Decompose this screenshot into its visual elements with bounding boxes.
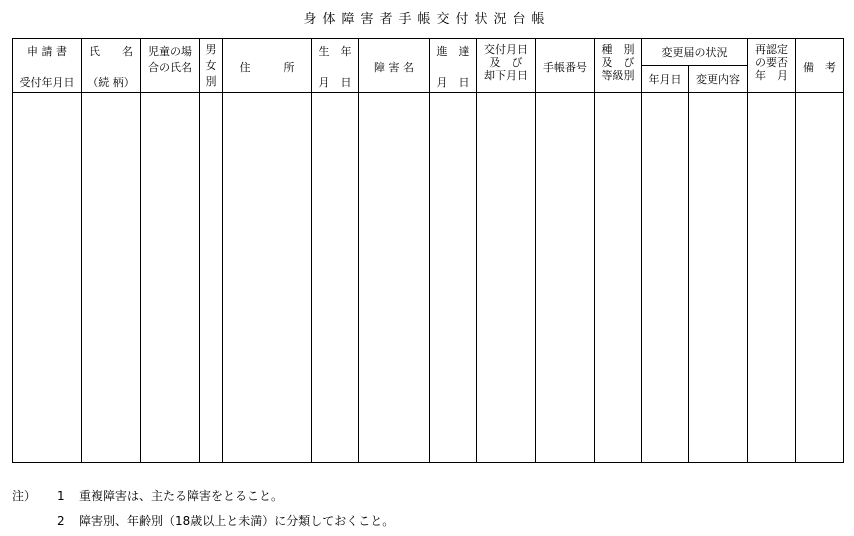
data-cell[interactable] [200,93,223,463]
data-cell[interactable] [536,93,595,463]
data-cell[interactable] [82,93,141,463]
data-cell[interactable] [223,93,312,463]
header-change-status: 変更届の状況 [642,39,748,66]
header-change-content: 変更内容 [689,66,748,93]
notes-prefix: 注） [12,489,37,503]
data-cell[interactable] [689,93,748,463]
data-cell[interactable] [748,93,796,463]
header-row [13,39,844,66]
header-issue-date: 交付月日 及 び 却下月日 [477,39,536,93]
header-change-date: 年月日 [642,66,689,93]
data-cell[interactable] [430,93,477,463]
data-cell[interactable] [312,93,359,463]
note-item: 注） 1 重複障害は、主たる障害をとること。 [12,484,394,509]
header-gender: 男 女 別 [200,39,223,93]
header-birthdate: 生 年 月 日 [312,39,359,93]
ledger-table [12,38,844,463]
data-cell[interactable] [595,93,642,463]
header-forward-date: 進 達 月 日 [430,39,477,93]
table-row [13,93,844,463]
header-recertification: 再認定 の要否 年 月 [748,39,796,93]
data-cell[interactable] [477,93,536,463]
header-address: 住 所 [223,39,312,93]
header-disability-name: 障 害 名 [359,39,430,93]
header-handbook-number: 手帳番号 [536,39,595,93]
header-type-grade: 種 別 及 び 等級別 [595,39,642,93]
data-cell[interactable] [141,93,200,463]
data-cell[interactable] [642,93,689,463]
header-remarks: 備 考 [796,39,844,93]
data-cell[interactable] [359,93,430,463]
header-application-date: 申 請 書 受付年月日 [13,39,82,93]
data-cell[interactable] [796,93,844,463]
note-item: 2 障害別、年齢別（18歳以上と未満）に分類しておくこと。 [57,514,395,528]
ledger-title: 身体障害者手帳交付状況台帳 [303,12,551,27]
notes [12,484,394,534]
header-name: 氏 名 （続 柄） [82,39,141,93]
header-child-name: 児童の場 合の氏名 [141,39,200,93]
data-cell[interactable] [13,93,82,463]
